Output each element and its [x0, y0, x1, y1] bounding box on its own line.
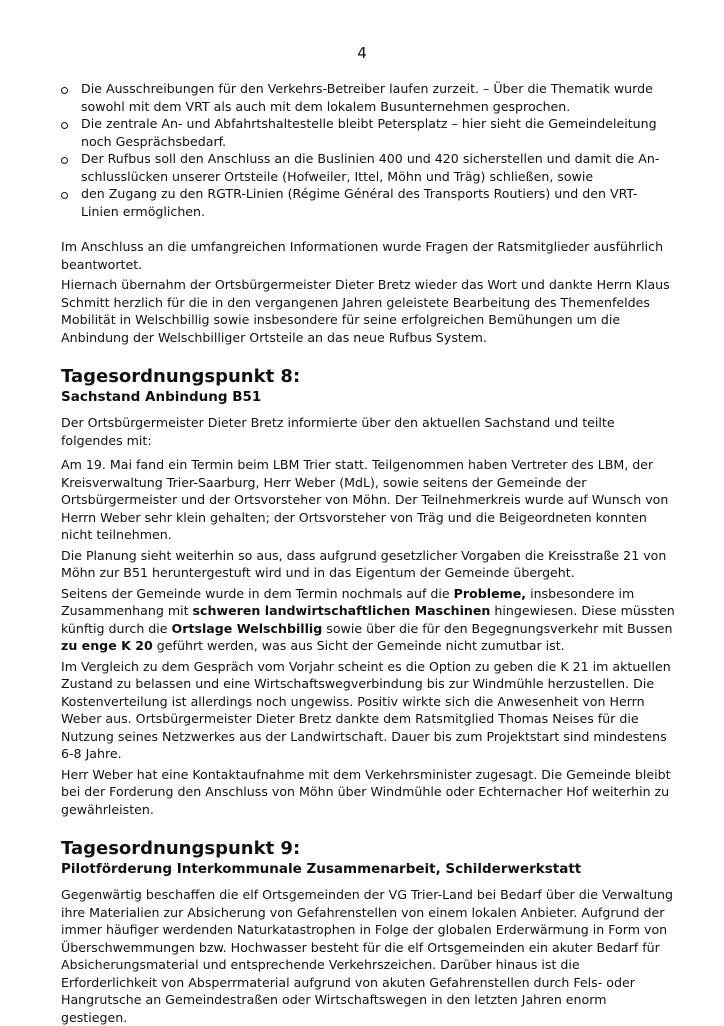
circle-bullet-icon [61, 157, 68, 164]
circle-bullet-icon [61, 192, 68, 199]
list-item-text: Die Ausschreibungen für den Verkehrs-Betreiber laufen zurzeit. – Über die Thematik wurde sowohl mit dem VRT als auch mit dem lokalem Busunternehmen gesprochen. [81, 81, 653, 114]
list-item [61, 150, 675, 185]
section-8-paragraph-3: Die Planung sieht weiterhin so aus, dass aufgrund gesetzlicher Vorgaben die Kreisstraße 21 von Möhn zur B51 heruntergestuft wird und in das Eigentum der Gemeinde übergeht. [61, 547, 667, 580]
list-item-text: Die zentrale An- und Abfahrtshaltestelle bleibt Petersplatz – hier sieht die Gemeindeleitung noch Gesprächsbedarf. [81, 116, 657, 149]
section-8-paragraph-5: Im Vergleich zu dem Gespräch vom Vorjahr scheint es die Option zu geben die K 21 im aktuellen Zustand zu belassen und eine Wirtschaftswegverbindung bis zur Windmühle herzustellen. Die Kostenverteilung ist allerdings noch ungewiss. Positiv wirkte sich die Anwesenheit von Herrn Weber aus. Ortsbürgermeister Dieter Bretz dankte dem Ratsmitglied Thomas Neises für die Nutzung seines Netzwerkes aus der Landwirtschaft. Dauer bis zum Projektstart sind mindestens 6-8 Jahre. [61, 658, 671, 761]
text-run: hingewiesen. Diese müssten künftig durch die [61, 603, 675, 636]
section-9-subheading: Pilotförderung Interkommunale Zusammenarbeit, Schilderwerkstatt [61, 861, 582, 877]
section-9-paragraph-1: Gegenwärtig beschaffen die elf Ortsgemeinden der VG Trier-Land bei Bedarf über die Verwaltung ihre Materialien zur Absicherung von Gefahrenstellen von einem lokalen Anbieter. Aufgrund der immer häufiger werdenden Naturkatastrophen in Folge der globalen Erderwärmung in Form von Überschwemmungen bzw. Hochwasser besteht für die elf Ortsgemeinden ein akuter Bedarf für Absicherungsmaterial und entsprechende Verkehrszeichen. Darüber hinaus ist die Erforderlichkeit von Absperrmaterial aufgrund von akuten Gefahrenstellen durch Fels- oder Hangrutsche an Gemeindestraßen oder Wirtschaftswegen in den letzten Jahren enorm gestiegen. [61, 887, 673, 1025]
bold-text-run: Ortslage Welschbillig [171, 620, 323, 636]
intro-paragraph-2: Hiernach übernahm der Ortsbürgermeister Dieter Bretz wieder das Wort und dankte Herrn Klaus Schmitt herzlich für die in den vergangenen Jahren geleistete Bearbeitung des Themenfeldes Mobilität in Welschbillig sowie insbesondere für seine erfolgreichen Bemühungen um die Anbindung der Welschbilliger Ortsteile an das neue Rufbus System. [61, 277, 670, 345]
text-run: insbesondere im Zusammenhang mit [61, 585, 635, 618]
section-9-heading: Tagesordnungspunkt 9: [61, 838, 301, 859]
document-body [61, 80, 675, 1026]
bold-text-run: schweren landwirtschaftlichen Maschinen [192, 603, 491, 618]
intro-paragraph-1: Im Anschluss an die umfangreichen Informationen wurde Fragen der Ratsmitglieder ausführlich beantwortet. [61, 239, 664, 272]
section-9 [61, 838, 675, 1026]
text-run: sowie über die für den Begegnungsverkehr mit Bussen [322, 620, 673, 636]
page-number: 4 [357, 44, 367, 62]
circle-bullet-icon [61, 87, 68, 94]
text-run: Seitens der Gemeinde wurde in dem Termin nochmals auf die [61, 585, 454, 601]
text-run: geführt werden, was aus Sicht der Gemeinde nicht zumutbar ist. [152, 638, 565, 653]
bold-text-run: Probleme, [453, 585, 527, 601]
list-item [61, 185, 675, 220]
section-8-heading: Tagesordnungspunkt 8: [61, 366, 301, 387]
section-8-paragraph-2: Am 19. Mai fand ein Termin beim LBM Trier statt. Teilgenommen haben Vertreter des LBM, der Kreisverwaltung Trier-Saarburg, Herr Weber (MdL), sowie seitens der Gemeinde der Ortsbürgermeister und der Ortsvorsteher von Möhn. Der Teilnehmerkreis wurde auf Wunsch von Herrn Weber sehr klein gehalten; der Ortsvorsteher von Träg und die Beigeordneten konnten nicht teilnehmen. [61, 457, 669, 542]
list-item-text: Der Rufbus soll den Anschluss an die Buslinien 400 und 420 sicherstellen und damit die An-schlusslücken unserer Ortsteile (Hofweiler, Ittel, Möhn und Träg) schließen, sowie [81, 151, 660, 184]
bold-text-run: zu enge K 20 [61, 638, 153, 653]
section-8 [61, 366, 675, 818]
section-8-paragraph-4 [61, 585, 675, 655]
bullet-list [61, 80, 675, 220]
list-item [61, 115, 675, 150]
section-8-paragraph-6: Herr Weber hat eine Kontaktaufnahme mit dem Verkehrsminister zugesagt. Die Gemeinde bleibt bei der Forderung den Anschluss von Möhn über Windmühle oder Echternacher Hof weiterhin zu gewährleisten. [61, 766, 671, 817]
circle-bullet-icon [61, 122, 68, 129]
list-item [61, 80, 675, 115]
section-8-subheading: Sachstand Anbindung B51 [61, 389, 262, 405]
section-8-paragraph-1: Der Ortsbürgermeister Dieter Bretz informierte über den aktuellen Sachstand und teilte folgendes mit: [61, 415, 615, 448]
list-item-text: den Zugang zu den RGTR-Linien (Régime Général des Transports Routiers) und den VRT-Linien ermöglichen. [81, 186, 638, 219]
